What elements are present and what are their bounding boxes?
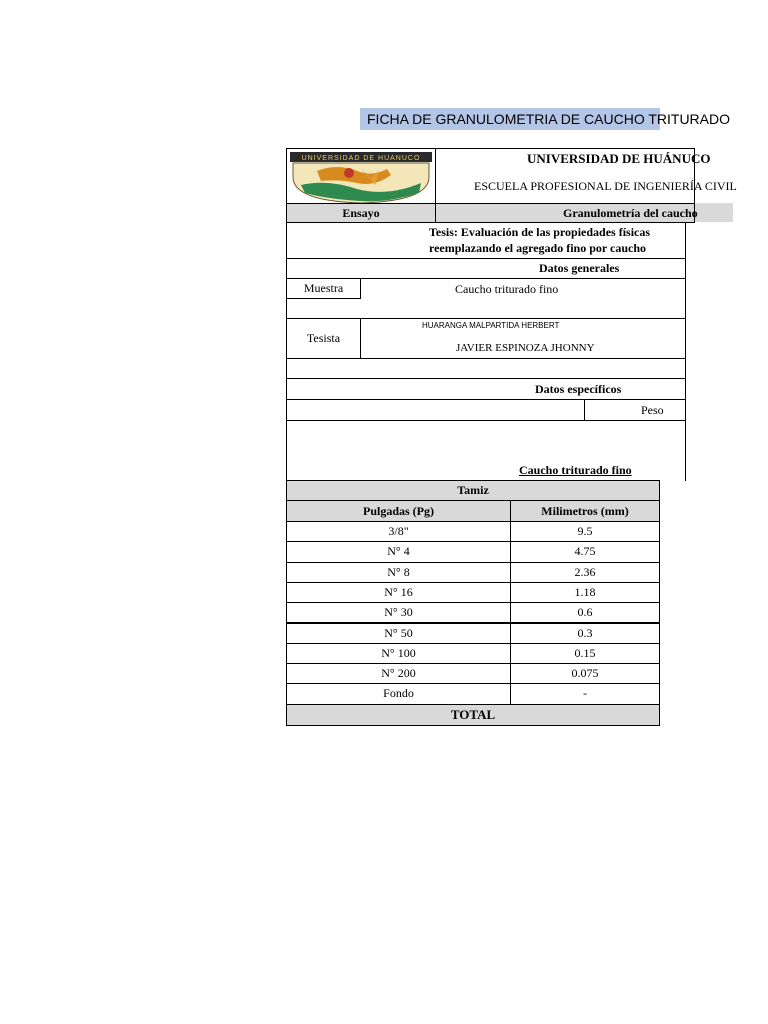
tesista-label: Tesista <box>286 318 361 359</box>
table-row-pulgadas: N° 200 <box>286 663 511 684</box>
school-name: ESCUELA PROFESIONAL DE INGENIERÍA CIVIL <box>474 179 737 193</box>
table-row-mm: 2.36 <box>510 562 660 583</box>
university-logo <box>287 149 435 204</box>
tesista-name2: JAVIER ESPINOZA JHONNY <box>456 342 595 354</box>
table-row-mm: 0.075 <box>510 663 660 684</box>
tamiz-header-label: Tamiz <box>457 483 489 497</box>
table-row-mm: 4.75 <box>510 541 660 562</box>
spacer-row <box>286 358 686 379</box>
table-row-pulgadas: N° 100 <box>286 643 511 664</box>
tesista-name1: HUARANGA MALPARTIDA HERBERT <box>422 321 560 330</box>
datos-especificos-heading: Datos específicos <box>535 382 622 396</box>
muestra-label: Muestra <box>286 278 361 299</box>
material-label: Caucho triturado fino <box>519 463 632 477</box>
table-row-mm: 9.5 <box>510 521 660 542</box>
table-row-mm: 1.18 <box>510 582 660 603</box>
table-row-pulgadas: 3/8" <box>286 521 511 542</box>
ensayo-label: Ensayo <box>342 206 380 220</box>
table-row-pulgadas: N° 50 <box>286 623 511 644</box>
datos-generales-cell <box>286 258 686 279</box>
datos-generales-heading: Datos generales <box>539 261 620 275</box>
total-row: TOTAL <box>286 704 660 726</box>
table-row-mm: 0.6 <box>510 602 660 623</box>
table-row-mm: 0.3 <box>510 623 660 644</box>
table-row-mm: 0.15 <box>510 643 660 664</box>
table-row-pulgadas: N° 8 <box>286 562 511 583</box>
sheet-title-banner: FICHA DE GRANULOMETRIA DE CAUCHO TRITURADO <box>360 108 660 130</box>
datos-especificos-cell <box>286 378 686 400</box>
peso-divider <box>584 399 585 421</box>
tesis-line1: Tesis: Evaluación de las propiedades físicas <box>429 225 651 239</box>
table-row-pulgadas: N° 16 <box>286 582 511 603</box>
table-row-pulgadas: Fondo <box>286 683 511 704</box>
table-row-pulgadas: N° 4 <box>286 541 511 562</box>
col-pulgadas-header: Pulgadas (Pg) <box>286 500 511 522</box>
peso-row <box>286 399 686 421</box>
university-logo-cell <box>286 148 436 205</box>
ensayo-value: Granulometría del caucho <box>563 206 698 220</box>
col-mm-header: Milimetros (mm) <box>510 500 660 522</box>
logo-lettering: UNIVERSIDAD DE HUANUCO <box>301 155 421 162</box>
peso-label: Peso <box>641 403 664 417</box>
tesis-line2: reemplazando el agregado fino por caucho <box>429 241 646 255</box>
table-row-pulgadas: N° 30 <box>286 602 511 623</box>
table-row-mm: - <box>510 683 660 704</box>
muestra-value: Caucho triturado fino <box>455 282 559 296</box>
university-name: UNIVERSIDAD DE HUÁNUCO <box>527 151 711 166</box>
